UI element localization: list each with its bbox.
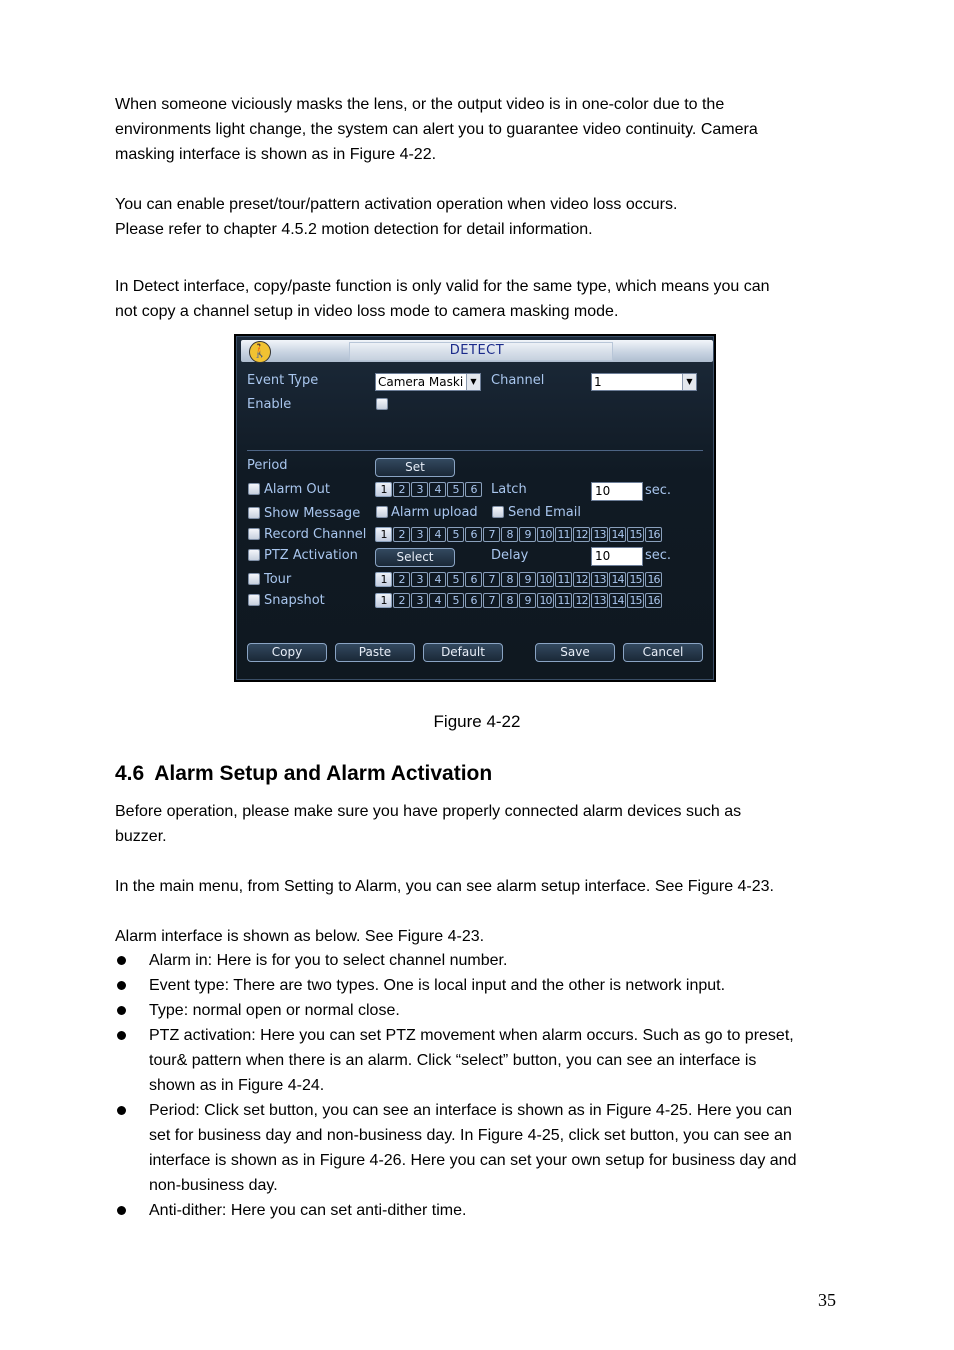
tour-channel-12[interactable]: 12 xyxy=(573,572,590,587)
ptz-select-button[interactable]: Select xyxy=(375,548,455,567)
record-channel-15[interactable]: 15 xyxy=(627,527,644,542)
snapshot-channel-6[interactable]: 6 xyxy=(465,593,482,608)
list-item xyxy=(115,1023,860,1098)
alarm-out-channels xyxy=(375,482,482,497)
delay-label: Delay xyxy=(491,548,529,563)
period-set-button[interactable]: Set xyxy=(375,458,455,477)
record-channel-9[interactable]: 9 xyxy=(519,527,536,542)
text-line: buzzer. xyxy=(115,828,167,845)
intro-paragraph xyxy=(115,92,855,167)
text-line: In the main menu, from Setting to Alarm, you can see alarm setup interface. See Figure 4-23. xyxy=(115,878,774,895)
copy-button[interactable]: Copy xyxy=(247,643,327,662)
record-channel-12[interactable]: 12 xyxy=(573,527,590,542)
tour-checkbox[interactable] xyxy=(248,573,260,585)
tour-channel-16[interactable]: 16 xyxy=(645,572,662,587)
enable-checkbox[interactable] xyxy=(376,398,388,410)
latch-input[interactable]: 10 xyxy=(591,482,643,501)
text-line: PTZ activation: Here you can set PTZ movement when alarm occurs. Such as go to preset, xyxy=(149,1027,794,1044)
record-channel-2[interactable]: 2 xyxy=(393,527,410,542)
event-type-value: Camera Maski xyxy=(378,375,464,389)
text-line: You can enable preset/tour/pattern activation operation when video loss occurs. xyxy=(115,196,678,213)
text-line: not copy a channel setup in video loss mode to camera masking mode. xyxy=(115,303,619,320)
record-channel-11[interactable]: 11 xyxy=(555,527,572,542)
snapshot-channel-15[interactable]: 15 xyxy=(627,593,644,608)
text-line: In Detect interface, copy/paste function is only valid for the same type, which means you can xyxy=(115,278,770,295)
alarm-out-6[interactable]: 6 xyxy=(465,482,482,497)
title-bar xyxy=(241,340,713,362)
text-line: non-business day. xyxy=(149,1177,278,1194)
tour-channel-2[interactable]: 2 xyxy=(393,572,410,587)
alarm-out-2[interactable]: 2 xyxy=(393,482,410,497)
cancel-button[interactable]: Cancel xyxy=(623,643,703,662)
snapshot-channel-5[interactable]: 5 xyxy=(447,593,464,608)
alarm-out-4[interactable]: 4 xyxy=(429,482,446,497)
tour-channel-1[interactable]: 1 xyxy=(375,572,392,587)
channel-select[interactable] xyxy=(591,373,697,391)
tour-label: Tour xyxy=(264,572,292,587)
page-number: 35 xyxy=(818,1290,836,1310)
snapshot-channel-10[interactable]: 10 xyxy=(537,593,554,608)
snapshot-channel-14[interactable]: 14 xyxy=(609,593,626,608)
tour-channel-4[interactable]: 4 xyxy=(429,572,446,587)
snapshot-channel-12[interactable]: 12 xyxy=(573,593,590,608)
divider xyxy=(247,450,703,451)
tour-channel-11[interactable]: 11 xyxy=(555,572,572,587)
alarm-out-3[interactable]: 3 xyxy=(411,482,428,497)
text-line: Type: normal open or normal close. xyxy=(149,1002,400,1019)
section-number: 4.6 xyxy=(115,762,145,785)
text-line: Period: Click set button, you can see an interface is shown as in Figure 4-25. Here you can xyxy=(149,1102,793,1119)
snapshot-channel-3[interactable]: 3 xyxy=(411,593,428,608)
show-message-checkbox[interactable] xyxy=(248,507,260,519)
text-line: Please refer to chapter 4.5.2 motion detection for detail information. xyxy=(115,221,593,238)
snapshot-channel-1[interactable]: 1 xyxy=(375,593,392,608)
snapshot-channel-11[interactable]: 11 xyxy=(555,593,572,608)
record-channel-14[interactable]: 14 xyxy=(609,527,626,542)
figure-caption: Figure 4-22 xyxy=(433,712,521,731)
list-item xyxy=(115,998,860,1023)
alarm-interface-paragraph xyxy=(115,924,855,949)
list-item xyxy=(115,1198,860,1223)
delay-input[interactable]: 10 xyxy=(591,547,643,566)
record-channel-6[interactable]: 6 xyxy=(465,527,482,542)
alarm-out-5[interactable]: 5 xyxy=(447,482,464,497)
snapshot-channel-4[interactable]: 4 xyxy=(429,593,446,608)
alarm-out-label: Alarm Out xyxy=(264,482,330,497)
section-title: Alarm Setup and Alarm Activation xyxy=(154,762,493,785)
copy-paste-paragraph xyxy=(115,274,855,324)
snapshot-channel-2[interactable]: 2 xyxy=(393,593,410,608)
ptz-activation-checkbox[interactable] xyxy=(248,549,260,561)
detect-person-icon: 🚶 xyxy=(249,341,271,363)
alarm-upload-label: Alarm upload xyxy=(391,505,478,520)
event-type-select[interactable] xyxy=(375,373,481,391)
snapshot-channel-9[interactable]: 9 xyxy=(519,593,536,608)
list-item xyxy=(115,1098,860,1198)
channel-value: 1 xyxy=(594,375,602,389)
tour-channel-6[interactable]: 6 xyxy=(465,572,482,587)
snapshot-numbers xyxy=(375,593,662,608)
default-button[interactable]: Default xyxy=(423,643,503,662)
text-line: interface is shown as in Figure 4-26. Here you can set your own setup for business day and xyxy=(149,1152,797,1169)
list-item xyxy=(115,973,860,998)
record-channel-8[interactable]: 8 xyxy=(501,527,518,542)
tour-channel-8[interactable]: 8 xyxy=(501,572,518,587)
record-channel-16[interactable]: 16 xyxy=(645,527,662,542)
latch-label: Latch xyxy=(491,482,527,497)
bullet-icon xyxy=(117,956,126,965)
show-message-label: Show Message xyxy=(264,506,361,521)
delay-sec-label: sec. xyxy=(645,548,672,563)
list-item xyxy=(115,948,860,973)
record-channel-10[interactable]: 10 xyxy=(537,527,554,542)
record-channel-checkbox[interactable] xyxy=(248,528,260,540)
window-title: DETECT xyxy=(449,343,505,358)
record-channel-13[interactable]: 13 xyxy=(591,527,608,542)
bullet-icon xyxy=(117,981,126,990)
tour-channel-13[interactable]: 13 xyxy=(591,572,608,587)
record-channel-1[interactable]: 1 xyxy=(375,527,392,542)
text-line: Anti-dither: Here you can set anti-dither time. xyxy=(149,1202,467,1219)
tour-channel-14[interactable]: 14 xyxy=(609,572,626,587)
text-line: Alarm interface is shown as below. See Figure 4-23. xyxy=(115,928,485,945)
tour-channel-3[interactable]: 3 xyxy=(411,572,428,587)
text-line: tour& pattern when there is an alarm. Click “select” button, you can see an interface is xyxy=(149,1052,757,1069)
send-email-label: Send Email xyxy=(508,505,581,520)
latch-sec-label: sec. xyxy=(645,483,672,498)
tour-channel-9[interactable]: 9 xyxy=(519,572,536,587)
snapshot-checkbox[interactable] xyxy=(248,594,260,606)
enable-label: Enable xyxy=(247,397,292,412)
text-line: shown as in Figure 4-24. xyxy=(149,1077,325,1094)
record-channel-3[interactable]: 3 xyxy=(411,527,428,542)
save-button[interactable]: Save xyxy=(535,643,615,662)
tour-channel-5[interactable]: 5 xyxy=(447,572,464,587)
section-heading xyxy=(115,762,492,786)
detect-panel xyxy=(236,336,714,680)
before-operation-paragraph xyxy=(115,799,855,849)
text-line: Alarm in: Here is for you to select channel number. xyxy=(149,952,508,969)
bullet-icon xyxy=(117,1106,126,1115)
text-line: Before operation, please make sure you have properly connected alarm devices such as xyxy=(115,803,742,820)
snapshot-channel-7[interactable]: 7 xyxy=(483,593,500,608)
record-channel-numbers xyxy=(375,527,662,542)
text-line: set for business day and non-business day. In Figure 4-25, click set button, you can see an xyxy=(149,1127,792,1144)
chevron-down-icon: ▼ xyxy=(466,374,480,390)
record-channel-7[interactable]: 7 xyxy=(483,527,500,542)
snapshot-channel-13[interactable]: 13 xyxy=(591,593,608,608)
tour-channel-15[interactable]: 15 xyxy=(627,572,644,587)
record-channel-4[interactable]: 4 xyxy=(429,527,446,542)
alarm-out-1[interactable]: 1 xyxy=(375,482,392,497)
snapshot-label: Snapshot xyxy=(264,593,325,608)
detect-screenshot xyxy=(234,334,716,682)
bullet-icon xyxy=(117,1206,126,1215)
ptz-activation-label: PTZ Activation xyxy=(264,548,358,563)
snapshot-channel-16[interactable]: 16 xyxy=(645,593,662,608)
event-type-label: Event Type xyxy=(247,373,319,388)
text-line: Event type: There are two types. One is local input and the other is network input. xyxy=(149,977,726,994)
alarm-out-checkbox[interactable] xyxy=(248,483,260,495)
send-email-checkbox[interactable] xyxy=(492,506,504,518)
channel-label: Channel xyxy=(491,373,545,388)
record-channel-label: Record Channel xyxy=(264,527,367,542)
tour-channel-10[interactable]: 10 xyxy=(537,572,554,587)
bullet-list xyxy=(115,948,860,1223)
paste-button[interactable]: Paste xyxy=(335,643,415,662)
chevron-down-icon: ▼ xyxy=(682,374,696,390)
record-channel-5[interactable]: 5 xyxy=(447,527,464,542)
text-line: When someone viciously masks the lens, or the output video is in one-color due to the xyxy=(115,96,725,113)
period-label: Period xyxy=(247,458,288,473)
bullet-icon xyxy=(117,1006,126,1015)
bullet-icon xyxy=(117,1031,126,1040)
text-line: masking interface is shown as in Figure 4-22. xyxy=(115,146,437,163)
tour-channel-7[interactable]: 7 xyxy=(483,572,500,587)
main-menu-paragraph xyxy=(115,874,875,899)
tour-numbers xyxy=(375,572,662,587)
snapshot-channel-8[interactable]: 8 xyxy=(501,593,518,608)
alarm-upload-checkbox[interactable] xyxy=(376,506,388,518)
preset-paragraph xyxy=(115,192,855,242)
text-line: environments light change, the system can alert you to guarantee video continuity. Camera xyxy=(115,121,758,138)
